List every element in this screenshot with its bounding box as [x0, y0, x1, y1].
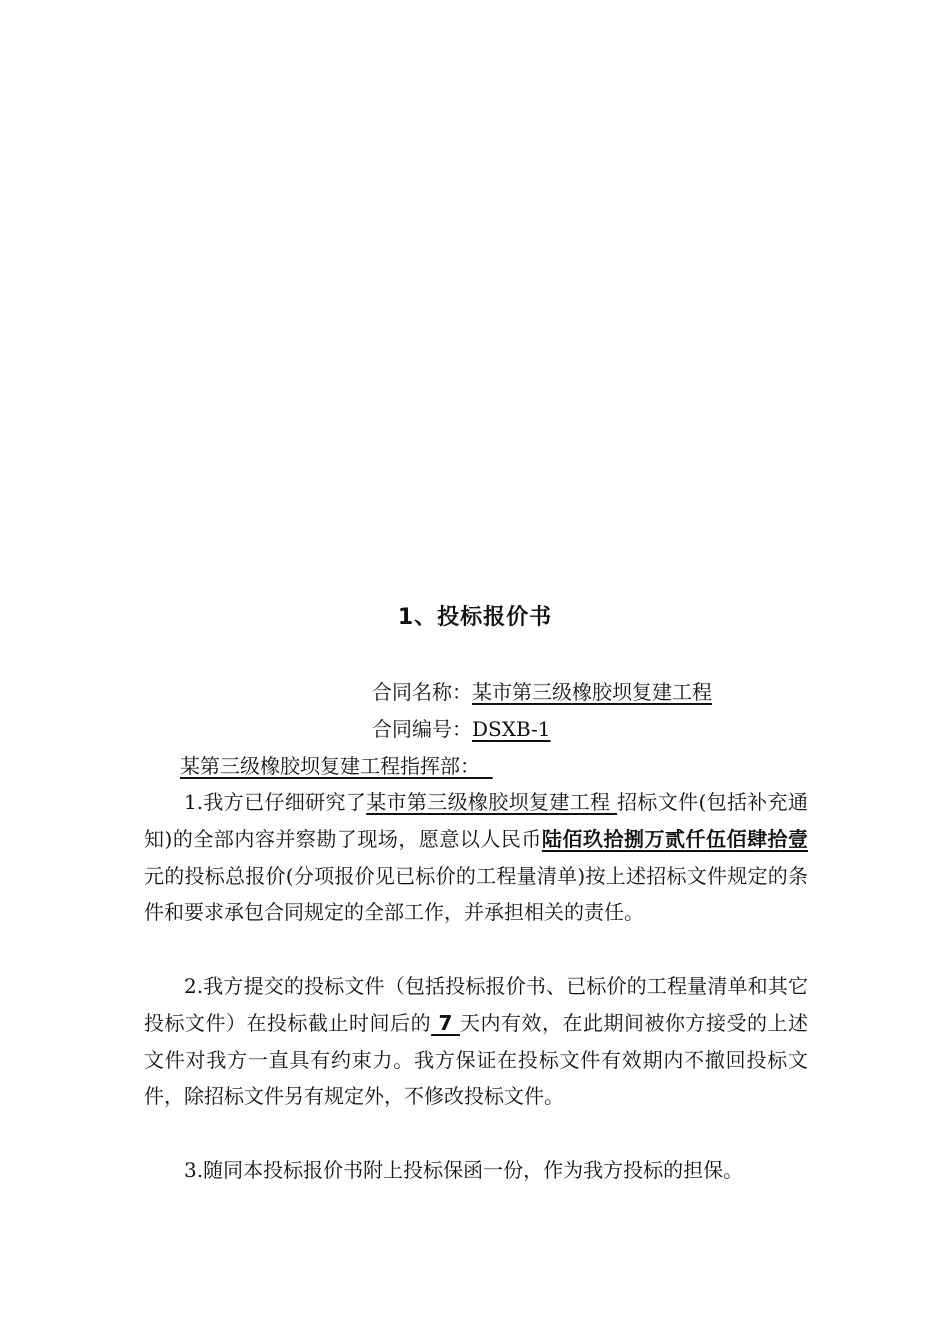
paragraph-2-text-b: 天内有效，在此期间被你方接受的上述文件对我方一直具有约束力。我方保证在投标文件有效期内不撤回投标文件，除招标文件另有规定外，不修改投标文件。	[144, 1010, 809, 1109]
contract-number-label: 合同编号：	[372, 717, 472, 741]
contract-name-value: 某市第三级橡胶坝复建工程	[472, 680, 712, 704]
paragraph-1	[144, 784, 808, 931]
document-title: 1、投标报价书	[397, 605, 553, 630]
paragraph-2	[144, 968, 808, 1115]
contract-number-line	[372, 715, 551, 743]
contract-number-value: DSXB-1	[472, 717, 551, 741]
contract-name-label: 合同名称：	[372, 680, 472, 704]
paragraph-1-text-b: 招标文件(包括补充通知)的全部内容并察勘了现场，愿意以人民币	[144, 790, 808, 851]
paragraph-2-text-a: 2.我方提交的投标文件（包括投标报价书、已标价的工程量清单和其它投标文件）在投标截止时间后的	[144, 974, 808, 1035]
paragraph-3: 3.随同本投标报价书附上投标保函一份，作为我方投标的担保。	[184, 1158, 744, 1182]
bid-amount: 陆佰玖拾捌万贰仟伍佰肆拾壹	[541, 826, 808, 851]
validity-days: 7	[431, 1010, 460, 1035]
paragraph-1-text-a: 1.我方已仔细研究了	[184, 790, 367, 814]
contract-name-line	[372, 678, 712, 706]
project-name: 某市第三级橡胶坝复建工程	[366, 790, 618, 814]
addressee: 某第三级橡胶坝复建工程指挥部：	[180, 754, 493, 778]
paragraph-1-text-c: 元的投标总报价(分项报价见已标价的工程量清单)按上述招标文件规定的条件和要求承包合同规定的全部工作，并承担相关的责任。	[144, 863, 808, 925]
